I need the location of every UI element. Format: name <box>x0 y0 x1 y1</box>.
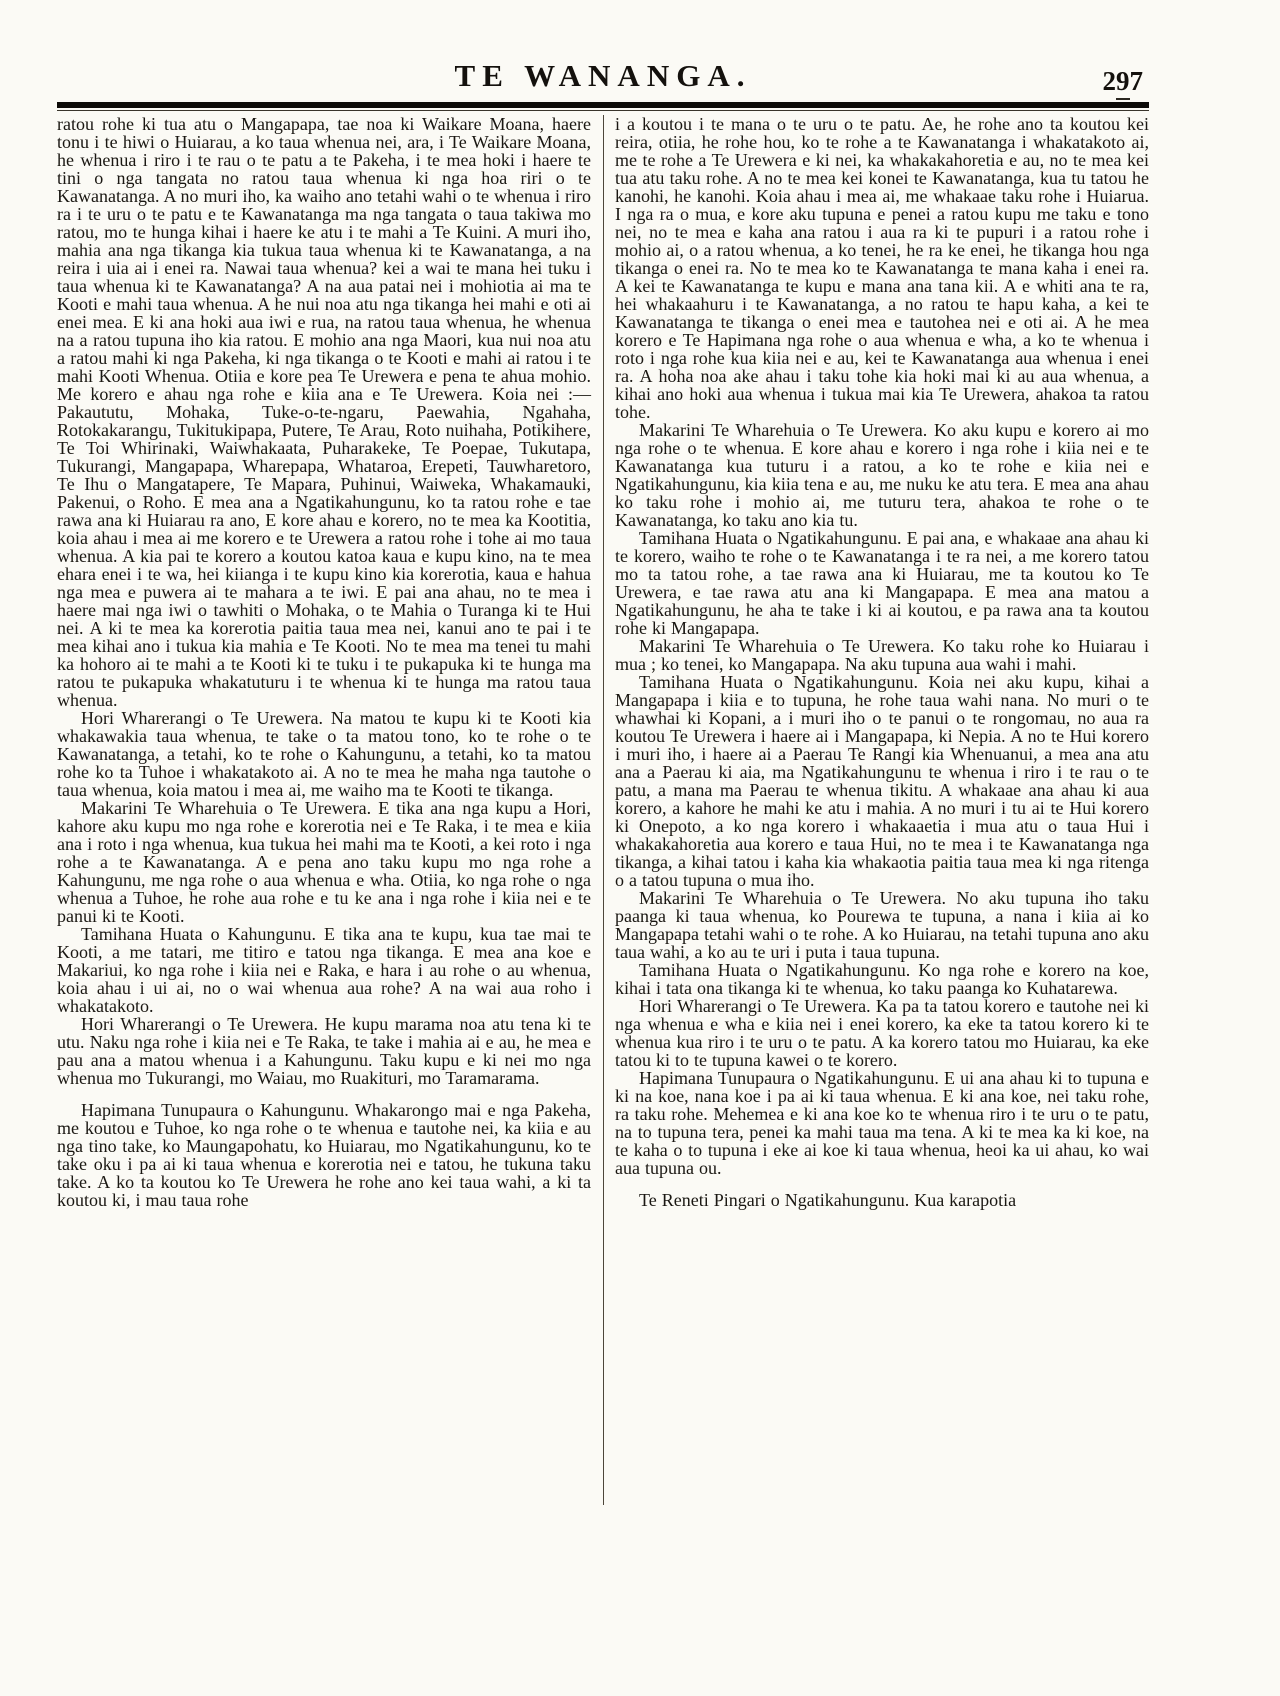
paragraph: Tamihana Huata o Ngatikahungunu. Koia nei aku kupu, kihai a Mangapapa i kiia e to tupuna, he rohe taua wahi nana. No muri o te whawhai ki Kopani, a i muri iho o te panui o te rongomau, no aua ra koutou Te Urewera i haere ai i Mangapapa, ki Nepia. A no te Hui korero i muri iho, i haere ai a Paerau Te Rangi kia Whenuanui, a mea ana atu ana a Paerau ki aia, ma Ngatikahungunu te whenua i riro i te rau o te patu, a mana ma Paerau te whenua tikitu. A whakaae ana ahau ki aua korero, a kahore he mahi ke atu i mahia. A no muri i tu ai te Hui korero ki Onepoto, a ko nga korero i whakaaetia i mua atu o taua Hui i whakakahoretia aua korero e taua Hui, no te mea i te Kawanatanga nga tikanga, a kihai tatou i kaha kia whakaotia paitia taua mea ki nga ritenga o a tatou tupuna o mua iho. <box>615 672 1149 890</box>
column-divider <box>603 115 604 1505</box>
masthead <box>57 0 1149 102</box>
paragraph: Te Reneti Pingari o Ngatikahungunu. Kua karapotia <box>639 1190 1017 1210</box>
page-content <box>57 0 1149 1505</box>
paragraph: i a koutou i te mana o te uru o te patu. Ae, he rohe ano ta koutou kei reira, otiia, he rohe hou, ko te rohe a te Kawanatanga i whakatakoto ai, me te rohe a Te Urewera e ki nei, ka whakakahoretia e au, no te mea kei tua atu taku rohe. A no te mea kei konei te Kawanatanga, kua tu tatou he kanohi, he kanohi. Koia ahau i mea ai, me whakaae taku rohe i Huiarua. I nga ra o mua, e kore aku tupuna e penei a ratou kupu me taku e tono nei, no te mea e kaha ana ratou i aua ra ki te pupuri i a ratou rohe i mohio ai, o a ratou whenua, a ko tenei, he ra ke enei, he tikanga hou nga tikanga o enei ra. No te mea ko te Kawanatanga te mana kaha i enei ra. A kei te Kawanatanga te kupu e mana ana tana kii. A e whiti ana te ra, hei whakaahuru i te Kawanatanga, a no ratou te hapu kaha, a kei te Kawanatanga te tikanga o enei mea e tautohea nei e oti ai. A he mea korero e Te Hapimana nga rohe o aua whenua e wha, a ko te whenua i roto i nga rohe kua kiia nei e au, kei te Kawanatanga aua whenua i enei ra. A hoha noa ake ahau i taku tohe kia hoki mai ki au aua whenua, a kihai ano hoki aua whenua i tukua mai kia Te Urewera, ahakoa ta ratou tohe. <box>615 114 1149 422</box>
paragraph: Hori Wharerangi o Te Urewera. He kupu marama noa atu tena ki te utu. Naku nga rohe i kiia nei e Te Raka, te take i mahia ai e au, he mea e pau ana a matou whenua i a Kahungunu. Taku kupu e ki nei mo nga whenua mo Tukurangi, mo Waiau, mo Ruakituri, mo Taramarama. <box>57 1014 591 1088</box>
paragraph: Tamihana Huata o Ngatikahungunu. E pai ana, e whakaae ana ahau ki te korero, waiho te rohe o te Kawanatanga i te ra nei, a me korero tatou mo ta tatou rohe, a tae rawa ana ki Huiarau, me ta koutou ko Te Urewera, e tae rawa atu ana ki Mangapapa. E mea ana matou a Ngatikahungunu, he aha te take i ki ai koutou, e pa rawa ana ta koutou rohe ki Mangapapa. <box>615 528 1149 638</box>
paragraph: Makarini Te Wharehuia o Te Urewera. Ko aku kupu e korero ai mo nga rohe o te whenua. E kore ahau e korero i nga rohe i kiia nei e te Kawanatanga kua tuturu i a ratou, a ko te rohe e kiia nei e Ngatikahungunu, kia kiia tena e au, me nuku ke atu tera. E mea ana ahau ko taku rohe i mohio ai, me tuturu tera, ahakoa te rohe o te Kawanatanga, ko taku ano kia tu. <box>615 420 1149 530</box>
paragraph: Hori Wharerangi o Te Urewera. Na matou te kupu ki te Kooti kia whakawakia taua whenua, te take o ta matou tono, ko te rohe o te Kawanatanga, a tetahi, ko te rohe o Kahungunu, a tetahi, ko ta matou rohe ko ta Tuhoe i whakatakoto ai. A no te mea he maha nga tautohe o taua whenua, koia matou i mea ai, me waiho ma te Kooti te tikanga. <box>57 708 591 800</box>
paragraph: Makarini Te Wharehuia o Te Urewera. E tika ana nga kupu a Hori, kahore aku kupu mo nga rohe e korerotia nei e Te Raka, i te mea e kiia ana i roto i nga whenua, kua tukua hei mahi ma te Kooti, a kei roto i nga rohe a te Kawanatanga. A e pena ano taku kupu mo nga rohe a Kahungunu, me nga rohe o aua whenua e wha. Otiia, ko nga rohe o nga whenua a Tuhoe, he rohe aua rohe e tu ke ana i nga rohe i kiia nei e te panui ki te Kooti. <box>57 798 591 926</box>
left-column <box>57 115 591 1505</box>
paragraph: Hapimana Tunupaura o Kahungunu. Whakarongo mai e nga Pakeha, me koutou e Tuhoe, ko nga rohe o te whenua e tautohe nei, ka kiia e au nga tino take, ko Maungapohatu, ko Huiarau, mo Ngatikahungunu, ko te take oku i pa ai ki taua whenua e korerotia nei e tatou, he tukuna taku take. A ko ta koutou ko Te Urewera he rohe ano kei taua wahi, a ki ta koutou ki, i mau taua rohe <box>57 1100 591 1210</box>
paragraph: ratou rohe ki tua atu o Mangapapa, tae noa ki Waikare Moana, haere tonu i te hiwi o Huiarau, a ko taua whenua nei, ara, i Te Waikare Moana, he whenua i riro i te rau o te patu a te Pakeha, i te mea hoki i haere te tini o nga tangata no ratou taua whenua ki nga hoa riri o te Kawanatanga. A no muri iho, ka waiho ano tetahi wahi o te whenua i riro ra i te uru o te patu e te Kawanatanga ma nga tangata o taua takiwa mo ratou, mo te hunga kihai i haere ke atu i te mahi a Te Kuini. A muri iho, mahia ana nga tikanga kia tukua taua whenua ki te Kawanatanga, a na reira i uia ai i enei ra. Nawai taua whenua? kei a wai te mana hei tuku i taua whenua ki te Kawanatanga? A na aua patai nei i mohiotia ai ma te Kooti e mahi taua whenua. A he nui noa atu nga tikanga hei mahi e oti ai enei mea. E ki ana hoki aua iwi e rua, na ratou taua whenua, he whenua na a ratou tupuna iho kia ratou. E mohio ana nga Maori, kua nui noa atu a ratou mahi ki nga Pakeha, ki nga tikanga o te Kooti e mahi ai ratou i te mahi Kooti Whenua. Otiia e kore pea Te Urewera e pena te ahua mohio. Me korero e ahau nga rohe e kiia ana e Te Urewera. Koia nei :—Pakaututu, Mohaka, Tuke-o-te-ngaru, Paewahia, Ngahaha, Rotokakarangu, Tukitukipapa, Putere, Te Arau, Roto nuihaha, Potikihere, Te Toi Whirinaki, Waiwhakaata, Puharakeke, Te Poepae, Tukutapa, Tukurangi, Mangapapa, Wharepapa, Whataroa, Erepeti, Tauwharetoro, Te Ihu o Mangatapere, Te Mapara, Puhinui, Waiweka, Whakamauki, Pakenui, o Roho. E mea ana a Ngatikahungunu, ko ta ratou rohe e tae rawa ana ki Huiarau ra ano, E kore ahau e korero, no te mea ka Kootitia, koia ahau i mea ai me korero e te Urewera a ratou rohe i tohe ai mo taua whenua. A kia pai te korero a koutou katoa kaua e kupu kino, na te mea ehara enei i te wa, hei kiianga i te kupu kino kia korerotia, kaua e hahua nga mea e puwera ai te mahara a te iwi. E pai ana ahau, no te mea i haere mai nga iwi o tawhiti o Mohaka, o te Mahia o Turanga ki te Hui nei. A ki te mea ka korerotia paitia taua mea nei, kanui ano te pai i te mea kihai ano i tukua kia mahia e Te Kooti. No te mea ma tenei tu mahi ka hohoro ai te mahi a te Kooti ki te tuku i te pukapuka ki te hunga ma ratou te pukapuka whakatuturu i te whenua ki te hunga ma ratou taua whenua. <box>57 114 591 710</box>
paragraph: Makarini Te Wharehuia o Te Urewera. No aku tupuna iho taku paanga ki taua whenua, ko Pourewa te tupuna, a nana i kiia ai ko Mangapapa tetahi wahi o te rohe. A ko Huiarau, na tetahi tupuna ano aku taua wahi, a ko au te uri i puta i taua tupuna. <box>615 888 1149 962</box>
right-column <box>615 115 1149 1505</box>
paragraph: Hapimana Tunupaura o Ngatikahungunu. E ui ana ahau ki to tupuna e ki na koe, nana koe i pa ai ki taua whenua. E ki ana koe, nei taku rohe, ra taku rohe. Mehemea e ki ana koe ko te whenua riro i te uru o te patu, na to tupuna tera, penei ka mahi taua ma tena. A ki te mea ka ki koe, na te kaha o to tupuna i eke ai koe ki taua whenua, heoi ka ui ahau, ko wai aua tupuna ou. <box>615 1068 1149 1178</box>
column-divider-area <box>591 115 615 1505</box>
page-title: TE WANANGA. <box>454 58 752 93</box>
header-rule-thick <box>57 102 1149 108</box>
page-number: 297 <box>1103 66 1144 100</box>
header-rule-thin <box>57 110 1149 111</box>
paragraph: Tamihana Huata o Kahungunu. E tika ana te kupu, kua tae mai te Kooti, a me tatari, me titiro e tatou nga tikanga. E mea ana koe e Makariui, ko nga rohe i kiia nei e Raka, e hara i au rohe o au whenua, koia ahau i ui ai, no o wai whenua aua rohe? A na wai aua roho i whakatakoto. <box>57 924 591 1016</box>
paragraph: Tamihana Huata o Ngatikahungunu. Ko nga rohe e korero na koe, kihai i tata ona tikanga ki te whenua, ko taku paanga ko Kuhatarewa. <box>615 960 1149 998</box>
text-columns <box>57 115 1149 1505</box>
paragraph: Hori Wharerangi o Te Urewera. Ka pa ta tatou korero e tautohe nei ki nga whenua e wha e kiia nei i enei korero, ka eke ta tatou korero ki te whenua kua riro i te uru o te patu. A ka korero tatou mo Huiarau, ka eke tatou ki to te tupuna kawei o te korero. <box>615 996 1149 1070</box>
paragraph: Makarini Te Wharehuia o Te Urewera. Ko taku rohe ko Huiarau i mua ; ko tenei, ko Mangapapa. Na aku tupuna aua wahi i mahi. <box>615 636 1149 674</box>
